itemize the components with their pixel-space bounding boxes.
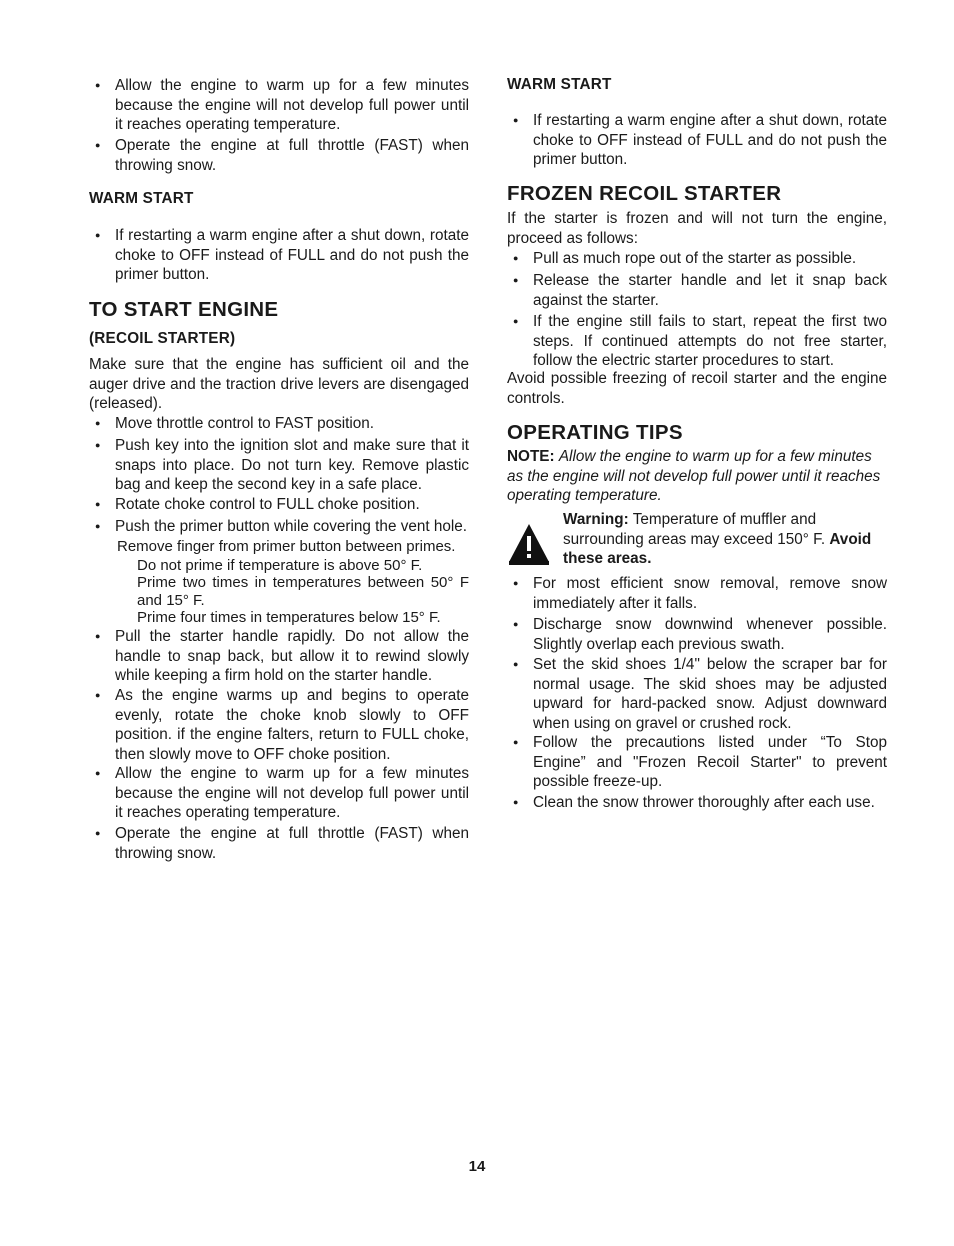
bullet-warm-start: ● If restarting a warm engine after a shut down, rotate choke to OFF instead of FULL and do not push the primer button. xyxy=(89,226,469,285)
prime-below-15: Prime four times in temperatures below 15° F. xyxy=(137,609,441,626)
warning-text: Temperature of muffler and surrounding areas may exceed 150° F. xyxy=(563,511,826,548)
bullet-full-throttle: ● Operate the engine at full throttle (FAST) when throwing snow. xyxy=(89,136,469,175)
bullet-warm-up: ● Allow the engine to warm up for a few minutes because the engine will not develop full power until it reaches operating temperature. xyxy=(89,76,469,135)
start-intro: Make sure that the engine has sufficient oil and the auger drive and the traction drive levers are disengaged (released). xyxy=(89,356,469,413)
bullet-warms: ● As the engine warms up and begins to operate evenly, rotate the choke knob slowly to OFF position. if the engine falters, return to FULL choke, then slowly move to OFF choke position. xyxy=(89,686,469,764)
bullet-allow-warm: ● Allow the engine to warm up for a few minutes because the engine will not develop full power until it reaches operating temperature. xyxy=(89,764,469,823)
note-text: Allow the engine to warm up for a few minutes as the engine will not develop full power until it reaches operating temperature. xyxy=(507,448,881,505)
bullet-primer: ● Push the primer button while covering the vent hole. xyxy=(89,517,469,537)
warning-label: Warning: xyxy=(563,511,629,528)
warning-triangle-icon xyxy=(507,522,551,566)
bullet-snow-removal: ● For most efficient snow removal, remove snow immediately after it falls. xyxy=(507,574,887,613)
bullet-skid-shoes: ● Set the skid shoes 1/4" below the scraper bar for normal usage. The skid shoes may be adjusted upward for hard-packed snow. Adjust downward when using on gravel or crushed rock. xyxy=(507,655,887,733)
warning-bold-text: Avoid these areas. xyxy=(563,530,872,568)
bullet-release-handle: ● Release the starter handle and let it snap back against the starter. xyxy=(507,271,887,310)
frozen-intro: If the starter is frozen and will not turn the engine, proceed as follows: xyxy=(507,210,887,247)
note-paragraph xyxy=(507,447,887,506)
bullet-warm-start-right: ● If restarting a warm engine after a shut down, rotate choke to OFF instead of FULL and do not push the primer button. xyxy=(507,111,887,170)
bullet-rope: ● Pull as much rope out of the starter as possible. xyxy=(507,249,887,269)
warning-paragraph xyxy=(563,510,887,569)
bullet-choke: ● Rotate choke control to FULL choke position. xyxy=(89,495,469,515)
bullet-downwind: ● Discharge snow downwind whenever possible. Slightly overlap each previous swath. xyxy=(507,615,887,654)
operating-tips-heading: OPERATING TIPS xyxy=(507,421,683,444)
page-number: 14 xyxy=(468,1158,486,1175)
warm-start-heading: WARM START xyxy=(89,190,194,207)
to-start-engine-heading: TO START ENGINE xyxy=(89,298,279,321)
frozen-recoil-heading: FROZEN RECOIL STARTER xyxy=(507,182,782,205)
prime-between: Prime two times in temperatures between 50° F and 15° F. xyxy=(137,574,469,609)
bullet-key: ● Push key into the ignition slot and make sure that it snaps into place. Do not turn key. Remove plastic bag and keep the second key in a safe place. xyxy=(89,436,469,495)
warm-start-heading-right: WARM START xyxy=(507,76,612,93)
prime-above-50: Do not prime if temperature is above 50° F. xyxy=(137,557,423,574)
recoil-starter-subheading: (RECOIL STARTER) xyxy=(89,330,236,347)
bullet-pull: ● Pull the starter handle rapidly. Do not allow the handle to snap back, but allow it to rewind slowly while keeping a firm hold on the starter handle. xyxy=(89,627,469,686)
bullet-throttle: ● Move throttle control to FAST position. xyxy=(89,414,469,434)
bullet-clean: ● Clean the snow thrower thoroughly after each use. xyxy=(507,793,887,813)
note-label: NOTE: xyxy=(507,448,555,465)
bullet-operate: ● Operate the engine at full throttle (FAST) when throwing snow. xyxy=(89,824,469,863)
frozen-outro: Avoid possible freezing of recoil starter and the engine controls. xyxy=(507,370,887,407)
primer-note: Remove finger from primer button between primes. xyxy=(117,538,456,555)
bullet-precautions: ● Follow the precautions listed under “To Stop Engine” and "Frozen Recoil Starter" to prevent possible freeze-up. xyxy=(507,733,887,792)
bullet-repeat-steps: ● If the engine still fails to start, repeat the first two steps. If continued attempts do not free starter, follow the electric starter procedures to start. xyxy=(507,312,887,371)
